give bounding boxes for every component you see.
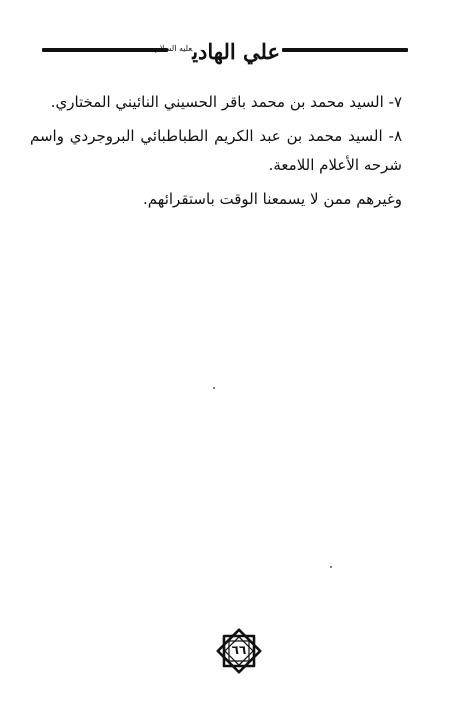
- speck: [213, 387, 215, 389]
- header-rule-left: [42, 48, 168, 52]
- speck: [330, 566, 332, 568]
- header-honorific: عليه السلام: [154, 44, 193, 53]
- list-item-8: ٨- السيد محمد بن عبد الكريم الطباطبائي البروجردي واسم شرحه الأعلام اللامعة.: [30, 127, 402, 174]
- header-rule-right: [282, 48, 408, 52]
- closing-paragraph: وغيرهم ممن لا يسمعنا الوقت باستقرائهم.: [143, 190, 402, 208]
- page-number: ٦٦: [231, 643, 247, 657]
- page-body: [30, 88, 402, 219]
- list-item-7: ٧- السيد محمد بن محمد باقر الحسيني النائيني المختاري.: [50, 93, 402, 111]
- running-header: [42, 28, 408, 72]
- header-title-text: علي الهادي: [192, 39, 280, 64]
- header-title: [154, 32, 280, 69]
